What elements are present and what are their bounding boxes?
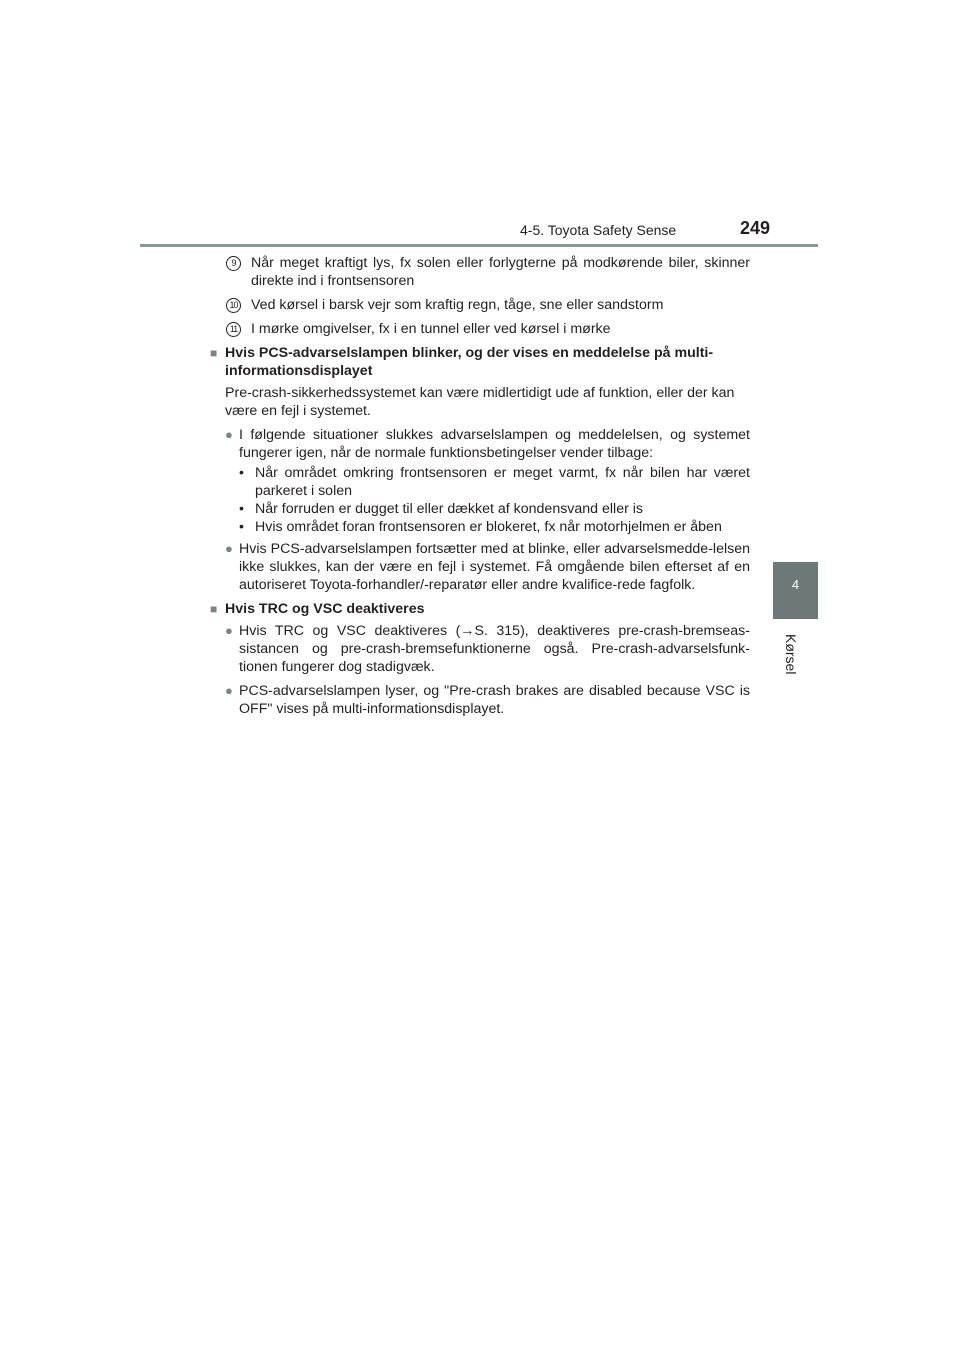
- bullet-text: Hvis PCS-advarselslampen fortsætter med at blinke, eller advarselsmedde-lelsen ikke slukkes, kan der være en fejl i systemet. Få omgående bilen efterset af en autoriseret Toyota-forhandler/-reparatør eller andre kvalifice-rede fagfolk.: [239, 541, 750, 593]
- condition-text: I mørke omgivelser, fx i en tunnel eller ved kørsel i mørke: [251, 321, 611, 337]
- chapter-tab[interactable]: [773, 562, 818, 619]
- bullet-item: [225, 682, 750, 718]
- chapter-label: Kørsel: [783, 634, 799, 675]
- page-content: [210, 254, 750, 724]
- sub-item: [239, 464, 750, 500]
- section-title: 4-5. Toyota Safety Sense: [520, 222, 677, 238]
- chapter-number: 4: [791, 577, 800, 592]
- section-heading: [210, 600, 750, 618]
- circled-number: 11: [226, 322, 241, 337]
- bullet-item: [225, 622, 750, 676]
- bullet-item: [225, 540, 750, 594]
- condition-item: [226, 320, 750, 338]
- bullet-text: Hvis TRC og VSC deaktiveres (→S. 315), deaktiveres pre-crash-bremseas-sistancen og pre-crash-bremsefunktionerne også. Pre-crash-advarselsfunk-tionen fungerer dog stadigvæk.: [239, 623, 750, 675]
- condition-item: [226, 296, 750, 314]
- circle-bullet-icon: ●: [225, 683, 233, 698]
- circle-bullet-icon: ●: [225, 623, 233, 638]
- circled-number: 10: [226, 298, 241, 313]
- sub-item-text: Når området omkring frontsensoren er meget varmt, fx når bilen har været parkeret i solen: [255, 465, 750, 499]
- condition-item: [226, 254, 750, 290]
- condition-text: Ved kørsel i barsk vejr som kraftig regn, tåge, sne eller sandstorm: [251, 297, 664, 313]
- section-heading: [210, 344, 750, 380]
- heading-text: Hvis PCS-advarselslampen blinker, og der vises en meddelelse på multi-informationsdisplayet: [225, 345, 714, 379]
- square-bullet-icon: ■: [210, 602, 218, 616]
- condition-text: Når meget kraftigt lys, fx solen eller forlygterne på modkørende biler, skinner direkte ind i frontsensoren: [251, 255, 750, 289]
- circle-bullet-icon: ●: [225, 541, 233, 556]
- bullet-item: [225, 426, 750, 462]
- bullet-text: I følgende situationer slukkes advarselslampen og meddelelsen, og systemet fungerer igen, når de normale funktionsbetingelser vender tilbage:: [239, 427, 750, 461]
- circle-bullet-icon: ●: [225, 427, 233, 442]
- dot-marker: •: [239, 501, 244, 517]
- sub-item-text: Når forruden er dugget til eller dækket af kondensvand eller is: [255, 501, 644, 517]
- circled-number: 9: [226, 256, 241, 271]
- heading-text: Hvis TRC og VSC deaktiveres: [225, 601, 425, 617]
- header-divider: [140, 244, 818, 247]
- sub-item: [239, 518, 750, 536]
- sub-item-text: Hvis området foran frontsensoren er blokeret, fx når motorhjelmen er åben: [255, 519, 722, 535]
- dot-marker: •: [239, 519, 244, 535]
- bullet-text: PCS-advarselslampen lyser, og "Pre-crash brakes are disabled because VSC is OFF" vises på multi-informationsdisplayet.: [239, 683, 750, 717]
- sub-item: [239, 500, 750, 518]
- paragraph: Pre-crash-sikkerhedssystemet kan være midlertidigt ude af funktion, eller der kan være en fejl i systemet.: [225, 385, 735, 419]
- square-bullet-icon: ■: [210, 346, 218, 360]
- dot-marker: •: [239, 465, 244, 481]
- page-number: 249: [740, 218, 771, 238]
